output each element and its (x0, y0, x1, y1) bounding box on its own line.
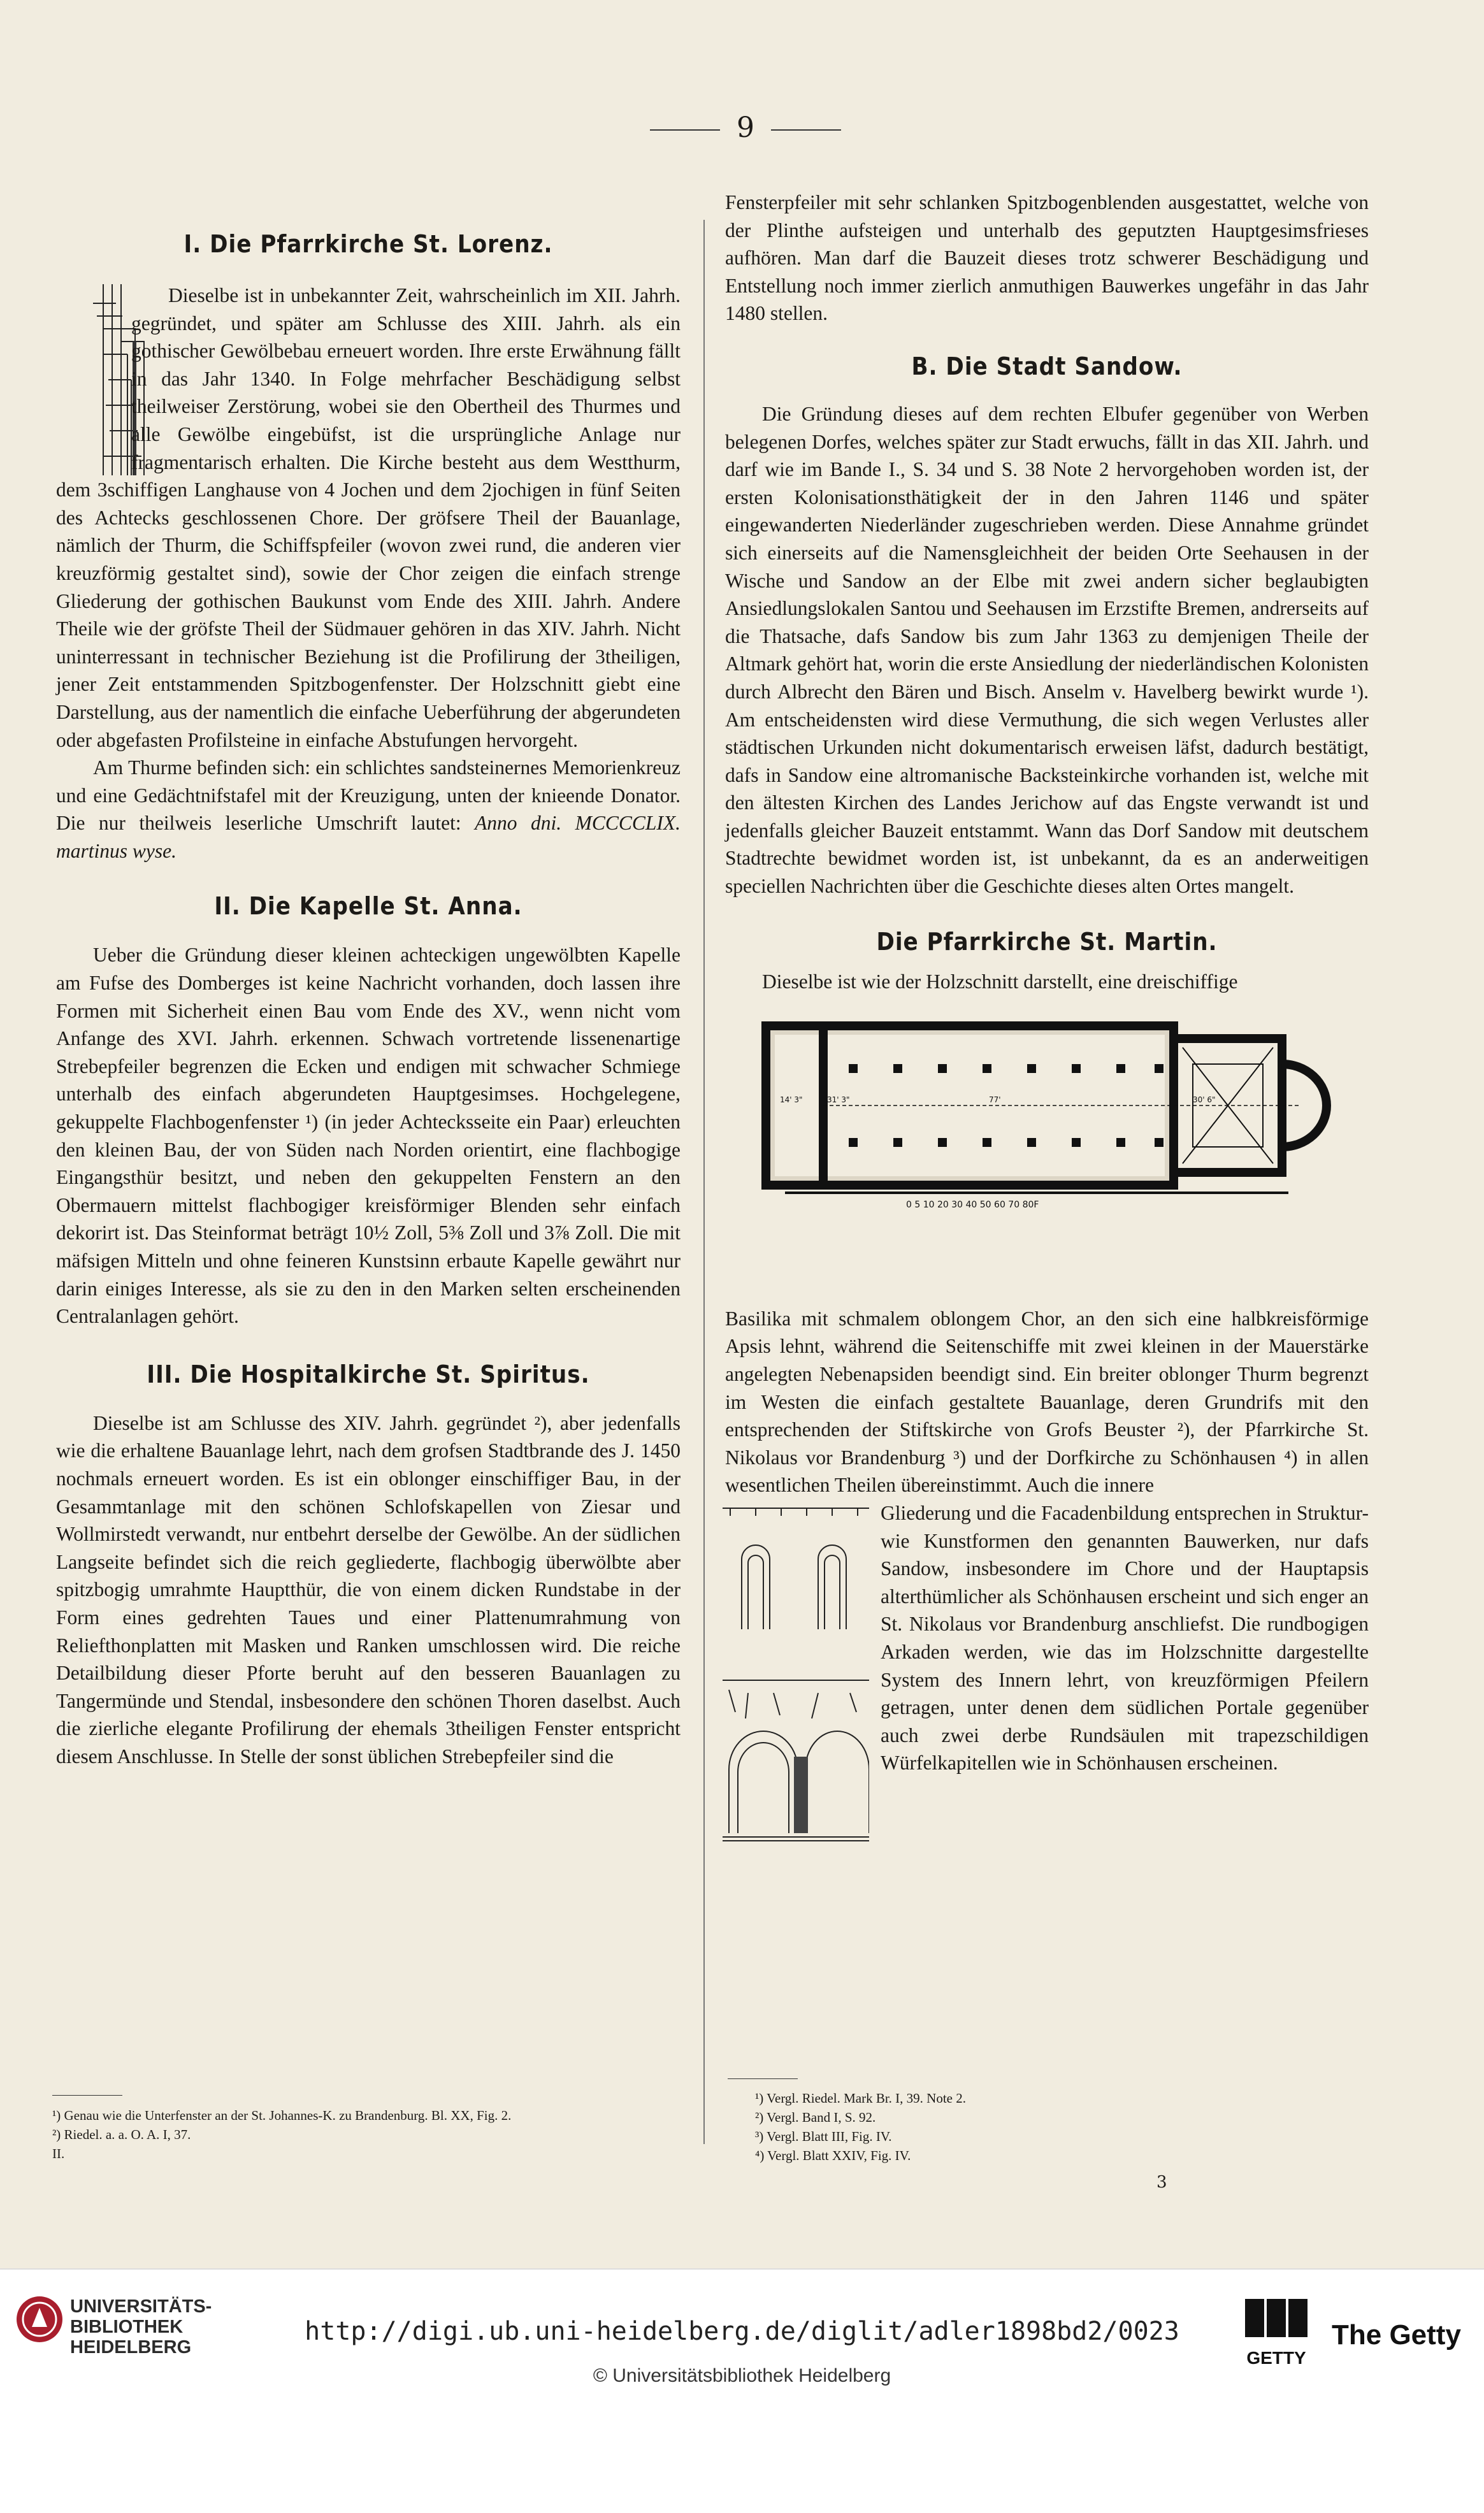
paragraph-martin-plan: Basilika mit schmalem oblongem Chor, an den sich eine halbkreisförmige Apsis lehnt, während die Seitenschiffe mit zwei kleinen in der Mauerstärke angelegten Nebenapsiden beendigt sind. Ein breiter oblonger Thurm begrenzt im Westen die einfach gestaltete Bauanlage, deren Grundrifs mit den entsprechenden der Stiftskirche von Grofs Beuster ²), der Pfarrkirche St. Nikolaus vor Brandenburg ³) und der Dorfkirche zu Schönhausen ⁴) in allen wesentlichen Theilen übereinstimmt. Auch die innere (725, 1307, 1369, 1497)
page-number: 9 (612, 112, 879, 144)
footnote-rule-left (52, 2095, 122, 2096)
plan-scale: 0 5 10 20 30 40 50 60 70 80F (906, 1200, 1039, 1211)
paragraph-sandow: Die Gründung dieses auf dem rechten Elbufer gegenüber von Werben belegenen Dorfes, welches später zur Stadt erwuchs, fällt in das XII. Jahrh. und darf wie im Bande I., S. 34 und S. 38 Note 2 hervorgehoben worden ist, der ersten Kolonisationsthätigkeit der in den Jahren 1146 und später eingewanderten Niederländer zugeschrieben werden. Diese Annahme gründet sich einerseits auf die Namensgleichheit der beiden Orte Seehausen in der Wische und Sandow an der Elbe mit zwei andern sicher beglaubigten Ansiedlungslokalen Santou und Seehausen im Erzstifte Bremen, andrerseits auf die Thatsache, dafs Sandow bis zum Jahr 1363 zu demjenigen Theile der Altmark gehört hat, worin die erste Ansiedlung der niederländischen Kolonisten durch Albrecht den Bären und Bisch. Anselm v. Havelberg bewirkt wurde ¹). Am entscheidensten wird diese Vermuthung, die sich wegen Verlustes aller städtischen Urkunden nicht dokumentarisch erweisen läfst, dadurch bestätigt, dafs in Sandow eine altromanische Backsteinkirche vorhanden ist, welche mit den ältesten Kirchen des Landes Jerichow auf das Engste verwandt ist und jedenfalls gleicher Bauzeit entstammt. Wann das Dorf Sandow mit deutschem Stadtrechte bewidmet worden ist, ist unbekannt, da es an anderweitigen speciellen Nachrichten über die Geschichte dieses alten Ortes mangelt. (725, 402, 1369, 898)
heading-anna: II. Die Kapelle St. Anna. (214, 892, 522, 921)
right-column (725, 189, 1369, 1846)
footnote: ³) Vergl. Blatt III, Fig. IV. (755, 2129, 892, 2144)
plan-dimension: 30' 6" (1193, 1095, 1216, 1105)
paragraph-spiritus: Dieselbe ist am Schlusse des XIV. Jahrh. gegründet ²), aber jedenfalls wie die erhaltene Bauanlage lehrt, nach dem grofsen Stadtbrande des J. 1450 nochmals erneuert worden. Es ist ein oblonger einschiffiger Bau, in der Gesammtanlage mit den schönen Schlofskapellen von Ziesar und Wollmirstedt verwandt, nur entbehrt derselbe der Gewölbe. An der südlichen Langseite befindet sich die reich gegliederte, flachbogig überwölbte aber spitzbogig umrahmte Hauptthür, die von einem dicken Rundstabe in der Form eines gedrehten Taues und einer Plattenumrahmung von Reliefthonplatten mit Masken und Ranken umschlossen wird. Die reiche Detailbildung dieser Pforte beruht auf den besseren Bauanlagen zu Tangermünde und Stendal, insbesondere den schönen Thoren daselbst. Auch die zierliche elegante Profilirung der ehemals 3theiligen Fenster entspricht diesem Anschlusse. In Stelle der sonst üblichen Strebepfeiler sind die (56, 1411, 681, 1768)
getty-logo-icon[interactable] (1241, 2295, 1311, 2378)
plan-dimension: 31' 3" (827, 1095, 850, 1105)
arcade-system-figure (723, 1502, 869, 1846)
inscription: Anno dni. MCCCCLIX. martinus wyse. (56, 812, 681, 862)
permalink-url[interactable]: http://digi.ub.uni-heidelberg.de/diglit/adler1898bd2/0023 (305, 2317, 1179, 2346)
footnote: ²) Riedel. a. a. O. A. I, 37. (52, 2127, 191, 2142)
footnote: ⁴) Vergl. Blatt XXIV, Fig. IV. (755, 2148, 911, 2163)
footnote: ²) Vergl. Band I, S. 92. (755, 2110, 876, 2125)
signature-mark: 3 (1156, 2173, 1167, 2192)
paragraph-anna: Ueber die Gründung dieser kleinen achteckigen ungewölbten Kapelle am Fufse des Domberges ist keine Nachricht vorhanden, doch lassen ihre Formen mit Sicherheit einen Bau vom Ende des XV., wenn nicht vom Anfange des XVI. Jahrh. erkennen. Schwach vortretende lissenenartige Strebepfeiler begrenzen die Ecken und endigen mit schwacher Schmiege unterhalb des einfach abgerundeten Hauptgesimses. Hochgelegene, gekuppelte Flachbogenfenster ¹) (in jeder Achtecksseite ein Paar) erleuchten den kleinen Bau, der von Süden nach Norden orientirt, eine flachbogige Eingangsthür besitzt, und neben den gekuppelten Fenstern an den Obermauern mittelst flachbogiger kreisförmiger Blenden sehr einfach dekorirt ist. Das Steinformat beträgt 10½ Zoll, 5⅜ Zoll und 3⅞ Zoll. Die mit mäfsigen Mitteln und ohne feineren Kunstsinn erbaute Kapelle gewährt nur darin einiges Interesse, als sie zu den in den Marken selten erscheinenden Centralanlagen gehört. (56, 944, 681, 1328)
paragraph-martin-intro: Dieselbe ist wie der Holzschnitt darstellt, eine dreischiffige (762, 970, 1238, 993)
left-column (56, 228, 681, 1771)
paragraph-lorenz-1: Dieselbe ist in unbekannter Zeit, wahrscheinlich im XII. Jahrh. gegründet, und später am Schlusse des XIII. Jahrh. als ein gothischer Gewölbebau erneuert worden. Ihre erste Erwähnung fällt in das Jahr 1340. In Folge mehrfacher Beschädigung selbst theilweiser Zerstörung, wobei sie den Obertheil des Thurmes und alle Gewölbe eingebüfst, ist die ursprüngliche Anlage nur fragmentarisch erhalten. Die Kirche besteht aus dem Westthurm, dem 3schiffigen Langhause von 4 Jochen und dem 2jochigen in fünf Seiten des Achtecks geschlossenen Chore. Der gröfsere Theil der Bauanlage, nämlich der Thurm, die Schiffspfeiler (wovon zwei rund, die anderen vier kreuzförmig gestaltet sind), sowie der Chor zeigen die einfach strenge Gliederung der gothischen Baukunst vom Ende des XIII. Jahrh. Andere Theile wie der gröfste Theil der Südmauer gehören in das XIV. Jahrh. Nicht uninterressant in technischer Beziehung ist die Profilirung der 3theiligen, jener Zeit entstammenden Spitzbogenfenster. Der Holzschnitt giebt eine Darstellung, aus der namentlich die einfache Ueberführung der abgerundeten oder abgefasten Profilsteine in einfache Abstufungen hervorgeht. (56, 282, 681, 754)
footnotes-right (755, 2089, 1137, 2165)
copyright-notice: © Universitätsbibliothek Heidelberg (593, 2365, 891, 2386)
heading-spiritus: III. Die Hospitalkirche St. Spiritus. (147, 1360, 590, 1388)
partner-name[interactable]: The Getty (1332, 2319, 1461, 2351)
column-divider (703, 220, 705, 2144)
heading-lorenz: I. Die Pfarrkirche St. Lorenz. (184, 230, 553, 258)
plan-dimension: 14' 3" (780, 1095, 803, 1105)
university-library-name[interactable]: UNIVERSITÄTS- BIBLIOTHEK HEIDELBERG (70, 2296, 212, 2358)
footnote-rule-right (728, 2078, 798, 2079)
plan-dimension: 77' (989, 1095, 1001, 1105)
paragraph-spiritus-continued: Fensterpfeiler mit sehr schlanken Spitzbogenblenden ausgestattet, welche von der Plinthe aufsteigen und unterhalb des geputzten Hauptgesimsfrieses aufhören. Man darf die Bauzeit dieses trotz schwerer Beschädigung und Entstellung noch immer zierlich anmuthigen Bauwerkes ungefähr in das Jahr 1480 stellen. (725, 191, 1369, 325)
heading-martin: Die Pfarrkirche St. Martin. (876, 927, 1218, 956)
footnote: ¹) Vergl. Riedel. Mark Br. I, 39. Note 2. (755, 2091, 966, 2106)
heading-sandow: B. Die Stadt Sandow. (911, 352, 1183, 380)
signature-mark: II. (52, 2146, 65, 2161)
paragraph-lorenz-2: Am Thurme befinden sich: ein schlichtes sandsteinernes Memorienkreuz und eine Gedächtnifstafel mit der Kreuzigung, unten der knieende Donator. Die nur theilweis leserliche Umschrift lautet: Anno dni. MCCCCLIX. martinus wyse. (56, 756, 681, 862)
floor-plan-figure (747, 1013, 1350, 1292)
getty-logo-letters: GETTY (1246, 2348, 1306, 2368)
footnotes-left (52, 2106, 664, 2163)
footnote: ¹) Genau wie die Unterfenster an der St. Johannes-K. zu Brandenburg. Bl. XX, Fig. 2. (52, 2108, 512, 2123)
window-profile-figure (54, 284, 125, 475)
paragraph-martin-arcades: Gliederung und die Facadenbildung entsprechen in Struktur- wie Kunstformen den genannten Bauwerken, nur dafs Sandow, insbesondere im Chore und der Hauptapsis alterthümlicher als Schönhausen erscheint und sich enger an St. Nikolaus vor Brandenburg anschliefst. Die rundbogigen Arkaden werden, wie das im Holzschnitte dargestellte System des Innern lehrt, von kreuzförmigen Pfeilern getragen, unter denen dem südlichen Portale gegenüber auch zwei derbe Rundsäulen mit trapezschildigen Würfelkapitellen wie in Schönhausen erscheinen. (725, 1499, 1369, 1777)
